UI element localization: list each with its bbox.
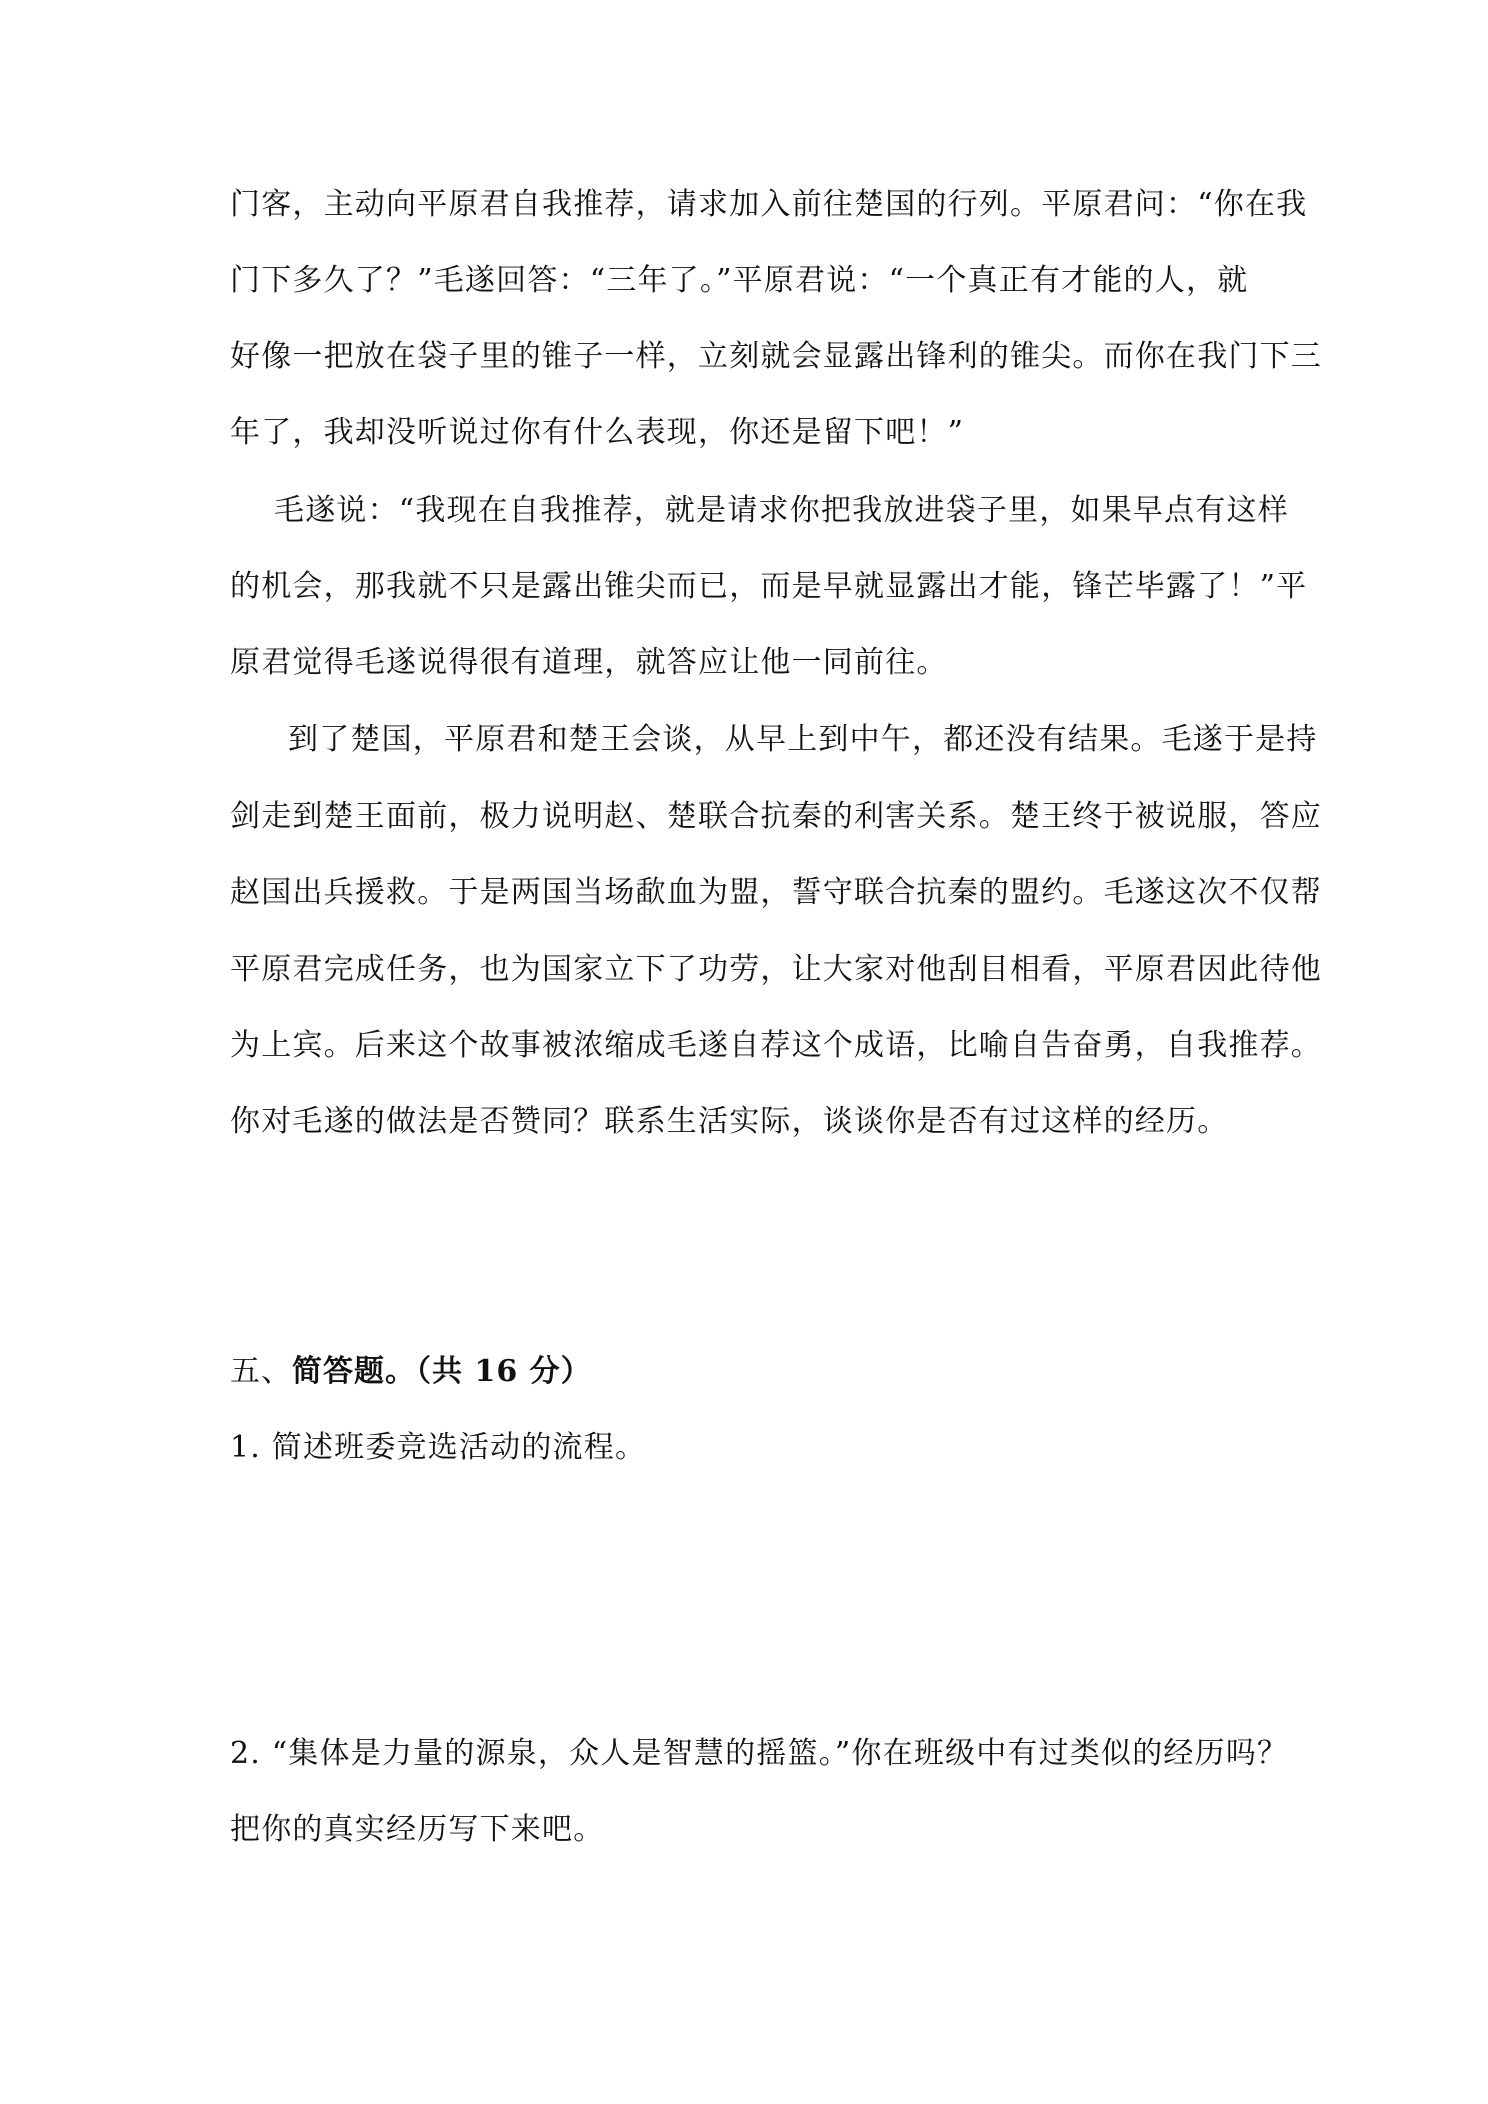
story-line-10: 赵国出兵援救。于是两国当场歃血为盟，誓守联合抗秦的盟约。毛遂这次不仅帮 <box>230 875 1322 910</box>
question-1: 1. 简述班委竞选活动的流程。 <box>230 1430 647 1465</box>
question-2-line-1: 2. “集体是力量的源泉，众人是智慧的摇篮。”你在班级中有过类似的经历吗？ <box>230 1736 1289 1771</box>
story-line-13: 你对毛遂的做法是否赞同？联系生活实际，谈谈你是否有过这样的经历。 <box>230 1104 1229 1139</box>
story-line-8: 到了楚国，平原君和楚王会谈，从早上到中午，都还没有结果。毛遂于是持 <box>288 722 1318 757</box>
story-line-12: 为上宾。后来这个故事被浓缩成毛遂自荐这个成语，比喻自告奋勇，自我推荐。 <box>230 1028 1322 1063</box>
story-line-6: 的机会，那我就不只是露出锥尖而已，而是早就显露出才能，锋芒毕露了！”平 <box>230 569 1308 604</box>
story-line-11: 平原君完成任务，也为国家立下了功劳，让大家对他刮目相看，平原君因此待他 <box>230 952 1322 987</box>
section-5-heading <box>230 1352 592 1392</box>
story-line-5: 毛遂说：“我现在自我推荐，就是请求你把我放进袋子里，如果早点有这样 <box>274 493 1289 528</box>
story-line-1: 门客，主动向平原君自我推荐，请求加入前往楚国的行列。平原君问：“你在我 <box>230 187 1308 222</box>
section-5-title: 简答题。（共 16 分） <box>292 1354 592 1389</box>
story-line-9: 剑走到楚王面前，极力说明赵、楚联合抗秦的利害关系。楚王终于被说服，答应 <box>230 799 1322 834</box>
story-line-4: 年了，我却没听说过你有什么表现，你还是留下吧！” <box>230 415 965 450</box>
story-line-2: 门下多久了？”毛遂回答：“三年了。”平原君说：“一个真正有才能的人，就 <box>230 263 1249 298</box>
question-2-line-2: 把你的真实经历写下来吧。 <box>230 1812 605 1847</box>
story-line-7: 原君觉得毛遂说得很有道理，就答应让他一同前往。 <box>230 645 948 680</box>
section-5-number: 五、 <box>230 1354 292 1389</box>
story-line-3: 好像一把放在袋子里的锥子一样，立刻就会显露出锋利的锥尖。而你在我门下三 <box>230 339 1322 374</box>
